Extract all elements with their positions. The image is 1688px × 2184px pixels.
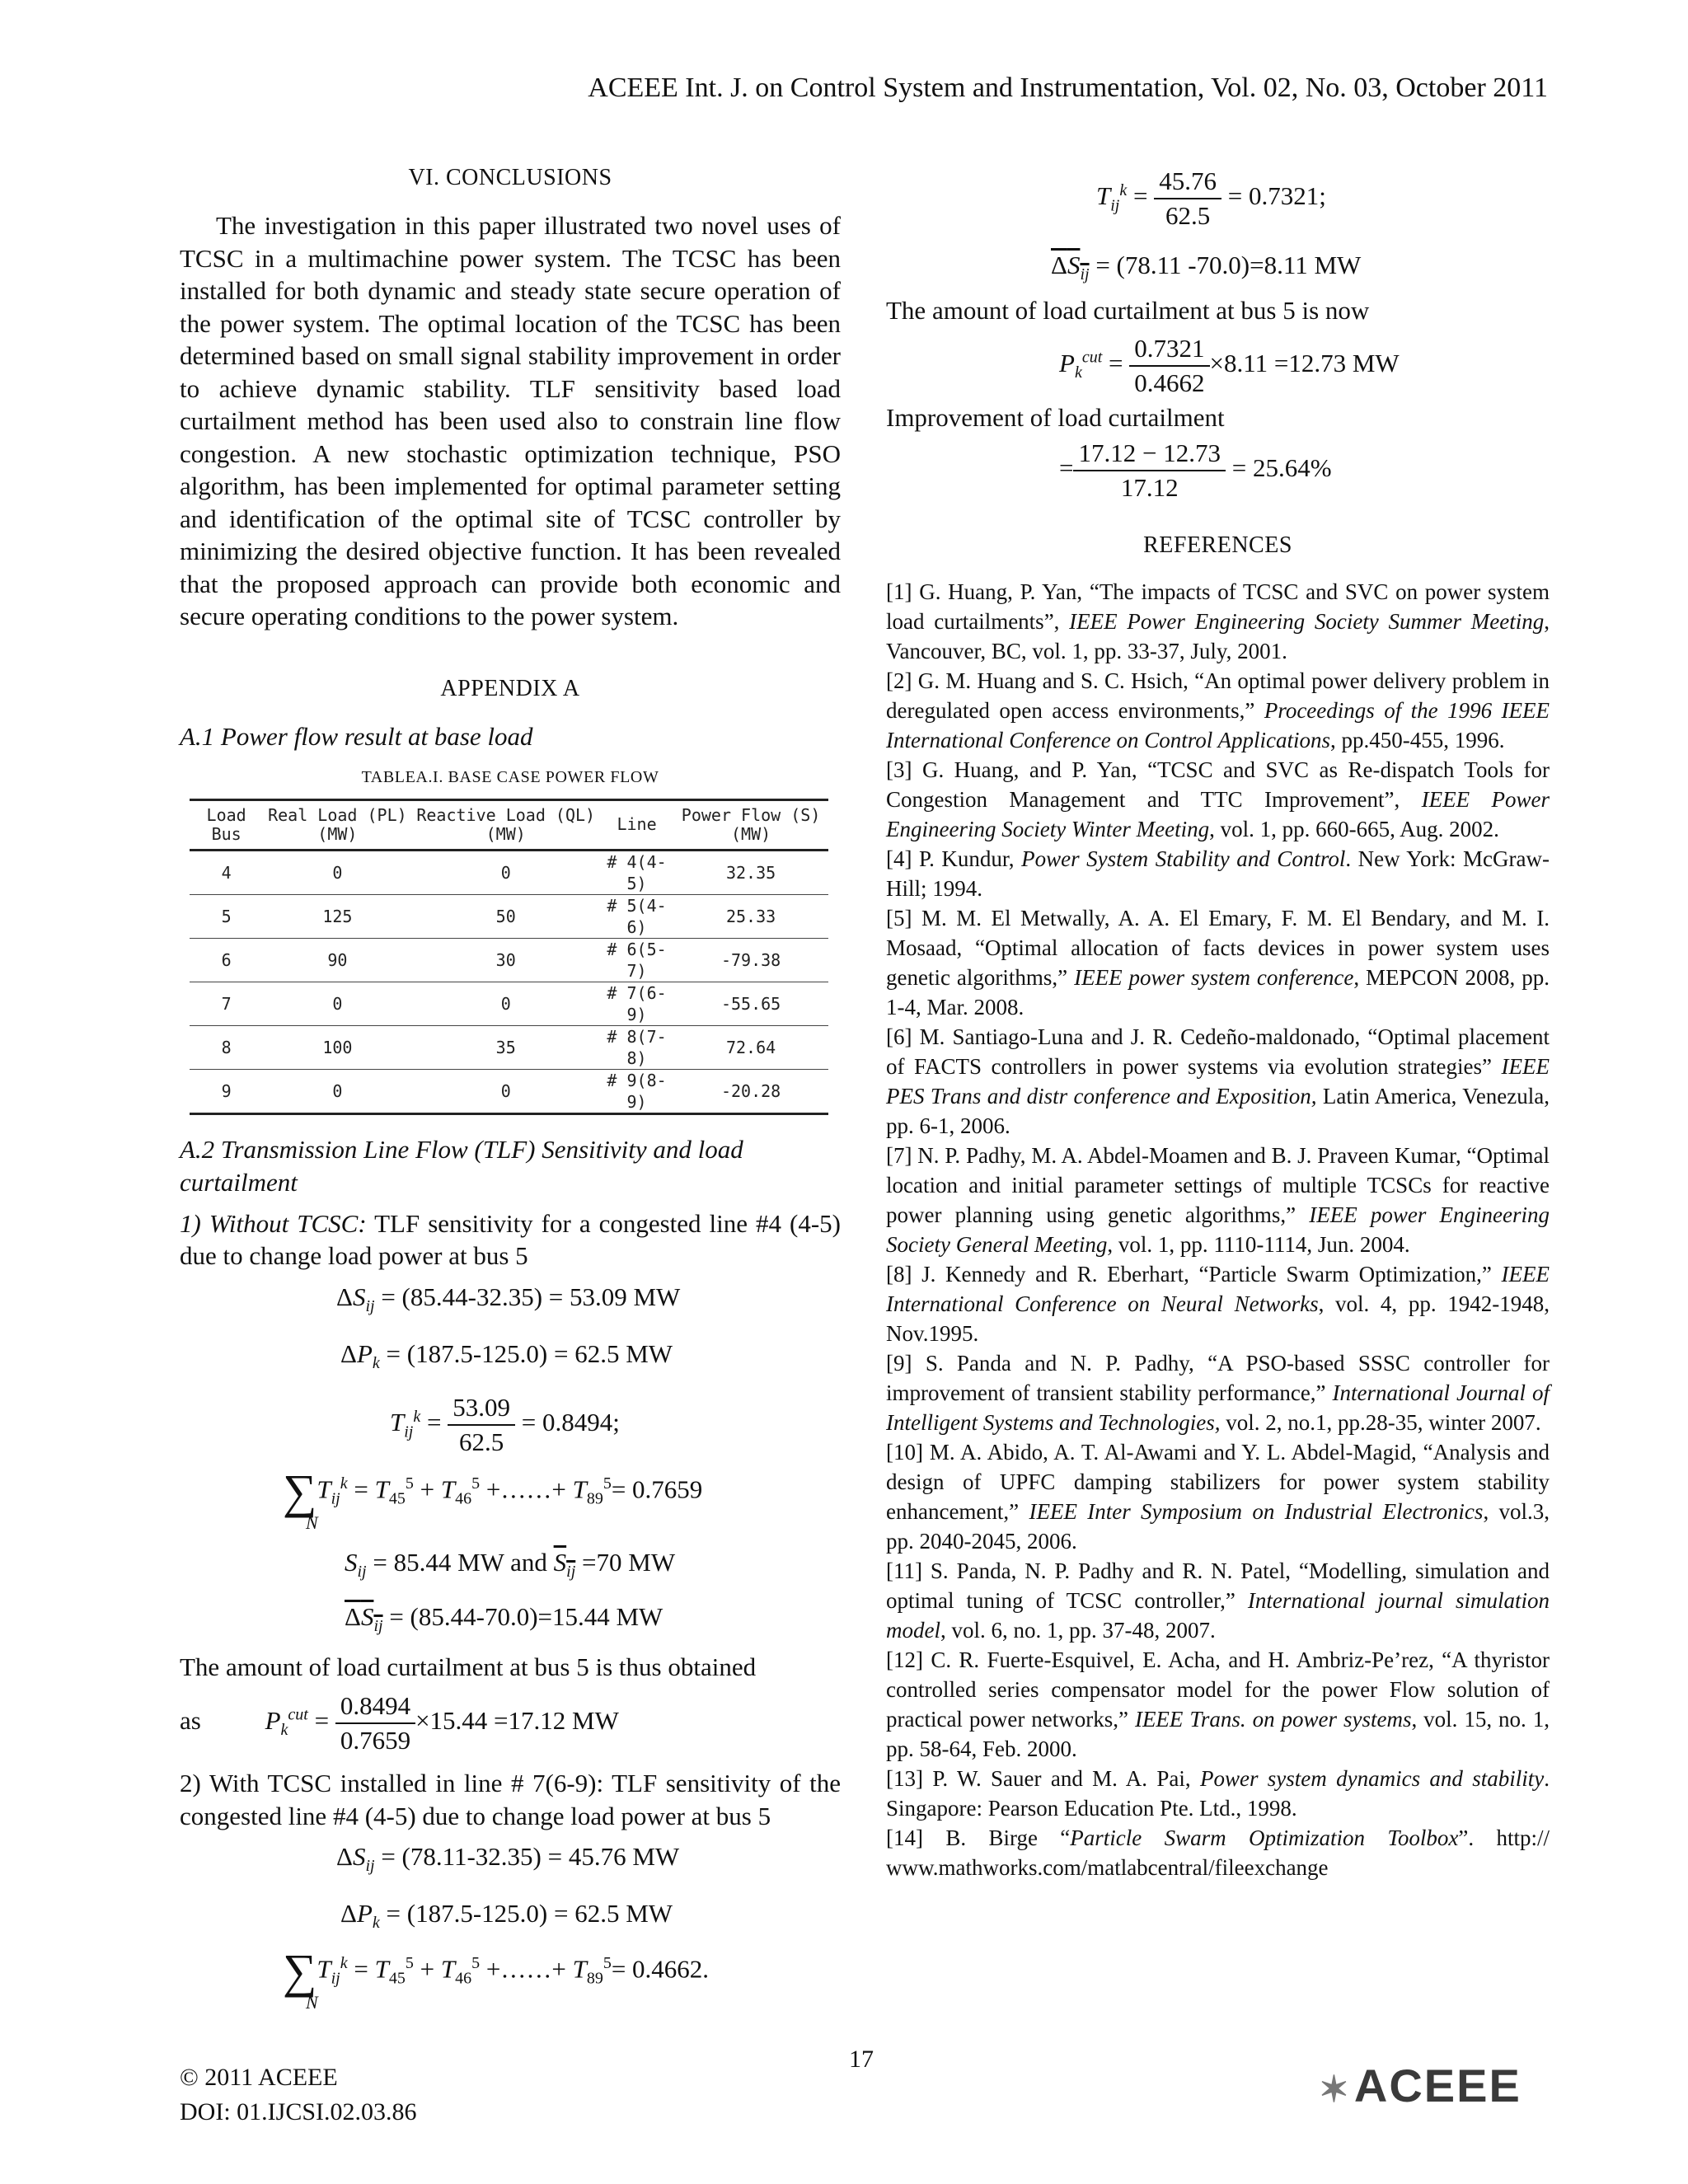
- doi: DOI: 01.IJCSI.02.03.86: [180, 2098, 417, 2125]
- conclusions-text: The investigation in this paper illustrated two novel uses of TCSC in a multimachine power system. The TCSC has been installed for both dynamic and steady state secure operation of the power system. The optimal location of the TCSC has been determined based on small signal stability improvement in order to achieve dynamic stability. TLF sensitivity based load curtailment method has been used also to constrain line flow congestion. A new stochastic optimization technique, PSO algorithm, has been implemented for optimal parameter setting and identification of the optimal site of TCSC controller by minimizing the desired objective function. It has been revealed that the proposed approach can provide both economic and secure operating conditions to the power system.: [180, 211, 841, 630]
- table-cell: 0: [412, 982, 600, 1025]
- eq-imp-result: = 25.64%: [1231, 453, 1332, 483]
- case1-label: 1) Without TCSC:: [180, 1208, 367, 1238]
- table-cell: 0: [412, 850, 600, 894]
- reference-it: IEEE power system conference: [1074, 965, 1354, 991]
- table-cell: 125: [263, 894, 411, 938]
- table-cell: # 9(8-9): [600, 1069, 673, 1113]
- frac-imp: [1073, 437, 1225, 504]
- table-row: [190, 982, 828, 1025]
- frac-p1-num: 0.8494: [335, 1690, 415, 1724]
- reference-item: [886, 844, 1550, 903]
- eq-t-sensitivity: $T_{ij}^k$ = $\frac{53.09}{62.5}$ = 0.8494;: [390, 1391, 841, 1459]
- as-label: as: [180, 1706, 201, 1736]
- reference-pre: [2] G. M. Huang and S. C. Hsich, “An optimal power delivery problem in deregulated open access environments,”: [886, 668, 1550, 724]
- reference-it: IEEE power Engineering Society General Meeting: [886, 1202, 1550, 1258]
- aceee-logo: [1319, 2059, 1522, 2112]
- eq2-t-result: = 0.7321;: [1227, 181, 1326, 211]
- col-reactive-load: Reactive Load (QL) (MW): [412, 799, 600, 850]
- table-cell: # 6(5-7): [600, 938, 673, 982]
- col-power-flow: Power Flow (S) (MW): [673, 799, 828, 850]
- reference-it: Proceedings of the 1996 IEEE International Conference on Control Applications: [886, 698, 1550, 753]
- case1-body: TLF sensitivity for a congested line #4 (4-5) due to change load power at bus 5: [180, 1208, 841, 1270]
- eq-sij2-value: =70 MW: [582, 1548, 676, 1577]
- references-heading: REFERENCES: [1143, 532, 1292, 559]
- eq-delta-p-value: = (187.5-125.0) = 62.5 MW: [386, 1338, 673, 1368]
- footer: [180, 2060, 417, 2130]
- reference-pre: [12] C. R. Fuerte-Esquivel, E. Acha, and H. Ambriz-Pe’rez, “A thyristor controlled series compensator model for the power Flow solution of practical power networks,”: [886, 1647, 1550, 1732]
- reference-post: , pp.450-455, 1996.: [1329, 728, 1505, 753]
- reference-post: , vol. 1, pp. 660-665, Aug. 2002.: [1209, 817, 1499, 842]
- table-cell: 0: [263, 850, 411, 894]
- reference-item: [886, 1645, 1550, 1764]
- reference-it: IEEE International Conference on Neural Networks: [886, 1262, 1550, 1317]
- reference-post: vol. 2, no.1, pp.28-35, winter 2007.: [1220, 1410, 1541, 1436]
- reference-pre: [4] P. Kundur,: [886, 846, 1022, 872]
- table-row: [190, 894, 828, 938]
- left-column: [180, 157, 841, 2019]
- amount-text: The amount of load curtailment at bus 5 is now: [886, 296, 1370, 326]
- case1-text: [180, 1207, 841, 1272]
- reference-item: [886, 903, 1550, 1022]
- right-column: [886, 165, 1550, 1882]
- references-list: [886, 577, 1550, 1882]
- frac-t-den: 62.5: [459, 1427, 504, 1456]
- reference-it: IEEE Trans. on power systems: [1134, 1707, 1412, 1732]
- reference-item: [886, 577, 1550, 666]
- table-cell: 90: [263, 938, 411, 982]
- reference-item: [886, 1823, 1550, 1882]
- reference-pre: [5] M. M. El Metwally, A. A. El Emary, F. M. El Bendary, and M. I. Mosaad, “Optimal allocation of facts devices in power system uses genetic algorithms,”: [886, 906, 1550, 991]
- table-cell: 35: [412, 1025, 600, 1069]
- star-icon: ✶: [1319, 2069, 1351, 2110]
- reference-pre: [14] B. Birge “: [886, 1825, 1071, 1851]
- table-header-row: [190, 799, 828, 850]
- eq-delta-s: $\Delta S_{ij} = (85.44-32.35) = 53.09$ MW: [336, 1282, 681, 1315]
- eq-p-cut-1: as $P_k^{cut}$ = $\frac{0.8494}{0.7659}$ ×15.44 =17.12 MW: [180, 1690, 841, 1757]
- reference-item: [886, 1556, 1550, 1645]
- reference-post: , Vancouver, BC, vol. 1, pp. 33-37, July, 2001.: [886, 609, 1550, 664]
- reference-item: [886, 1348, 1550, 1437]
- frac-p1: [335, 1690, 415, 1757]
- reference-pre: [9] S. Panda and N. P. Padhy, “A PSO-based SSSC controller for improvement of transient stability performance,”: [886, 1351, 1550, 1406]
- col-line: Line: [600, 799, 673, 850]
- eq2-delta-s-value: = (78.11-32.35) = 45.76 MW: [381, 1842, 680, 1872]
- table-row: [190, 938, 828, 982]
- table-cell: 72.64: [673, 1025, 828, 1069]
- eq-p2-result: ×8.11 =12.73 MW: [1209, 348, 1400, 377]
- table-cell: -79.38: [673, 938, 828, 982]
- table-cell: 5: [190, 894, 263, 938]
- table-cell: # 5(4-6): [600, 894, 673, 938]
- improvement-text: Improvement of load curtailment: [886, 402, 1225, 432]
- reference-item: [886, 755, 1550, 844]
- eq-t-result: = 0.8494;: [521, 1407, 620, 1436]
- reference-item: [886, 1141, 1550, 1259]
- reference-it: IEEE Power Engineering Society Summer Meeting: [1069, 609, 1545, 635]
- table-cell: 6: [190, 938, 263, 982]
- table-cell: 30: [412, 938, 600, 982]
- reference-pre: [3] G. Huang, and P. Yan, “TCSC and SVC as Re-dispatch Tools for Congestion Management and TTC Improvement”,: [886, 757, 1550, 813]
- reference-it: Particle Swarm Optimization Toolbox: [1070, 1825, 1459, 1851]
- reference-it: IEEE Power Engineering Society Winter Meeting: [886, 787, 1550, 842]
- reference-pre: [11] S. Panda, N. P. Padhy and R. N. Patel, “Modelling, simulation and optimal tuning of TCSC controller,”: [886, 1558, 1550, 1614]
- eq-p-cut-2: $P_k^{cut}$ = $\frac{0.7321}{0.4662}$ ×8.11 =12.73 MW: [1059, 332, 1550, 400]
- reference-it: International Journal of Intelligent Systems and Technologies,: [886, 1380, 1550, 1436]
- table-cell: 9: [190, 1069, 263, 1113]
- journal-header: ACEEE Int. J. on Control System and Instrumentation, Vol. 02, No. 03, October 2011: [588, 73, 1548, 103]
- frac-t2-den: 62.5: [1165, 201, 1211, 230]
- frac-p2: [1129, 332, 1209, 400]
- table-cell: 4: [190, 850, 263, 894]
- table-cell: 0: [412, 1069, 600, 1113]
- eq2-delta-p: $\Delta P_k = (187.5-125.0) = 62.5$ MW: [340, 1899, 673, 1933]
- reference-post: , vol. 1, pp. 1110-1114, Jun. 2004.: [1107, 1232, 1410, 1258]
- reference-it: Power System Stability and Control: [1021, 846, 1346, 872]
- copyright: © 2011 ACEEE: [180, 2064, 338, 2091]
- reference-post: , vol. 15, no. 1, pp. 58-64, Feb. 2000.: [886, 1707, 1550, 1762]
- eq-sum-result: = 0.7659: [611, 1474, 703, 1504]
- case2-text: 2) With TCSC installed in line # 7(6-9): TLF sensitivity of the congested line #4 (4-5) due to change load power at bus 5: [180, 1769, 841, 1830]
- eq-sij-value: = 85.44 MW and: [373, 1548, 547, 1577]
- reference-post: , vol. 6, no. 1, pp. 37-48, 2007.: [940, 1618, 1216, 1643]
- frac-imp-num: 17.12 − 12.73: [1073, 437, 1225, 471]
- page-number: 17: [849, 2046, 874, 2073]
- table-cell: 100: [263, 1025, 411, 1069]
- col-load-bus: Load Bus: [190, 799, 263, 850]
- eq-improvement: = $\frac{17.12 - 12.73}{17.12}$ = 25.64%: [1059, 437, 1550, 504]
- frac-p1-den: 0.7659: [340, 1726, 411, 1755]
- reference-post: . Singapore: Pearson Education Pte. Ltd., 1998.: [886, 1766, 1550, 1821]
- frac-t2-num: 45.76: [1154, 165, 1221, 199]
- table-cell: 0: [263, 1069, 411, 1113]
- reference-it: IEEE PES Trans and distr conference and Exposition,: [886, 1054, 1550, 1109]
- reference-pre: [8] J. Kennedy and R. Eberhart, “Particle Swarm Optimization,”: [886, 1262, 1502, 1287]
- reference-item: [886, 1259, 1550, 1348]
- reference-post: , vol.3, pp. 2040-2045, 2006.: [886, 1499, 1550, 1554]
- reference-post: , MEPCON 2008, pp. 1-4, Mar. 2008.: [886, 965, 1550, 1020]
- table-cell: 8: [190, 1025, 263, 1069]
- eq-p1-result: ×15.44 =17.12 MW: [415, 1706, 619, 1736]
- eq2-delta-s-bar-value: = (78.11 -70.0)=8.11 MW: [1095, 251, 1362, 279]
- table-cell: -20.28: [673, 1069, 828, 1113]
- reference-it: International journal simulation model: [886, 1588, 1550, 1643]
- table-cell: # 7(6-9): [600, 982, 673, 1025]
- table-cell: 50: [412, 894, 600, 938]
- table-row: [190, 1025, 828, 1069]
- reference-item: [886, 1764, 1550, 1823]
- eq2-delta-s: $\Delta S_{ij} = (78.11-32.35) = 45.76$ MW: [336, 1842, 680, 1876]
- table-row: [190, 1069, 828, 1113]
- eq-delta-s-bar: $\Delta S_{ij} = (85.44-70.0)=15.44$ MW: [345, 1601, 663, 1635]
- appendix-a1-title: A.1 Power flow result at base load: [180, 721, 533, 751]
- table-cell: # 4(4-5): [600, 850, 673, 894]
- eq2-delta-s-bar: $\Delta S_{ij} = (78.11$ -70.0)=8.11 MW: [1051, 251, 1362, 284]
- eq2-sum-result: = 0.4662.: [611, 1953, 710, 1983]
- frac-p2-num: 0.7321: [1129, 332, 1209, 367]
- frac-t-num: 53.09: [448, 1391, 515, 1426]
- frac-t2: [1154, 165, 1221, 232]
- eq-delta-p: $\Delta P_k = (187.5-125.0) = 62.5$ MW: [340, 1338, 673, 1372]
- table-cell: 0: [263, 982, 411, 1025]
- appendix-heading: APPENDIX A: [440, 675, 580, 701]
- case1-result-text: The amount of load curtailment at bus 5 is thus obtained: [180, 1652, 757, 1681]
- reference-item: [886, 1022, 1550, 1141]
- eq-delta-s-value: = (85.44-32.35) = 53.09 MW: [381, 1282, 681, 1311]
- table-cell: -55.65: [673, 982, 828, 1025]
- reference-pre: [6] M. Santiago-Luna and J. R. Cedeño-maldonado, “Optimal placement of FACTS controllers in power systems via evolution strategies”: [886, 1024, 1550, 1080]
- eq2-t-sensitivity: $T_{ij}^k$ = $\frac{45.76}{62.5}$ = 0.7321;: [1096, 165, 1550, 232]
- eq-sum-t: $\sum T_{ij}^k = T_{45}^5 + T_{46}^5$ +……+ $T_{89}^5= 0.7659$ N: [283, 1465, 703, 1534]
- reference-pre: [7] N. P. Padhy, M. A. Abdel-Moamen and B. J. Praveen Kumar, “Optimal location and initial parameter settings of multiple TCSCs for reactive power planning using genetic algorithms,”: [886, 1143, 1550, 1228]
- eq2-delta-p-value: = (187.5-125.0) = 62.5 MW: [386, 1899, 673, 1929]
- table-cell: 7: [190, 982, 263, 1025]
- reference-it: IEEE Inter Symposium on Industrial Electronics: [1029, 1499, 1484, 1525]
- table-cell: 25.33: [673, 894, 828, 938]
- reference-pre: [10] M. A. Abido, A. T. Al-Awami and Y. L. Abdel-Magid, “Analysis and design of UPFC damping stabilizers for power system stability enhancement,”: [886, 1440, 1550, 1525]
- table-caption: TABLEA.I. BASE CASE POWER FLOW: [361, 767, 659, 786]
- conclusions-heading: VI. CONCLUSIONS: [408, 165, 612, 190]
- table-cell: # 8(7-8): [600, 1025, 673, 1069]
- eq2-sum-t: $\sum T_{ij}^k = T_{45}^5 + T_{46}^5$ +……+ $T_{89}^5= 0.4662$. N: [283, 1943, 710, 2013]
- reference-item: [886, 1437, 1550, 1556]
- logo-text: ACEEE: [1353, 2060, 1522, 2111]
- appendix-a2-title: A.2 Transmission Line Flow (TLF) Sensitivity and load curtailment: [180, 1134, 743, 1197]
- reference-post: Latin America, Venezula, pp. 6-1, 2006.: [886, 1084, 1550, 1139]
- col-real-load: Real Load (PL) (MW): [263, 799, 411, 850]
- frac-t: [448, 1391, 515, 1459]
- frac-imp-den: 17.12: [1120, 473, 1179, 503]
- table-cell: 32.35: [673, 850, 828, 894]
- eq-sij: $S_{ij} = 85.44$ MW and $S_{ij} =70$ MW: [345, 1548, 676, 1582]
- reference-post: ”. http:// www.mathworks.com/matlabcentral/fileexchange: [886, 1825, 1550, 1881]
- reference-post: , vol. 4, pp. 1942-1948, Nov.1995.: [886, 1291, 1550, 1347]
- eq-delta-s-bar-value: = (85.44-70.0)=15.44 MW: [389, 1601, 663, 1631]
- base-case-table: [190, 799, 828, 1115]
- reference-item: [886, 666, 1550, 755]
- reference-pre: [13] P. W. Sauer and M. A. Pai,: [886, 1766, 1200, 1792]
- reference-it: Power system dynamics and stability: [1199, 1766, 1545, 1792]
- reference-post: . New York: McGraw- Hill; 1994.: [886, 846, 1550, 902]
- table-row: [190, 850, 828, 894]
- reference-pre: [1] G. Huang, P. Yan, “The impacts of TCSC and SVC on power system load curtailments”,: [886, 579, 1550, 635]
- frac-p2-den: 0.4662: [1134, 368, 1205, 397]
